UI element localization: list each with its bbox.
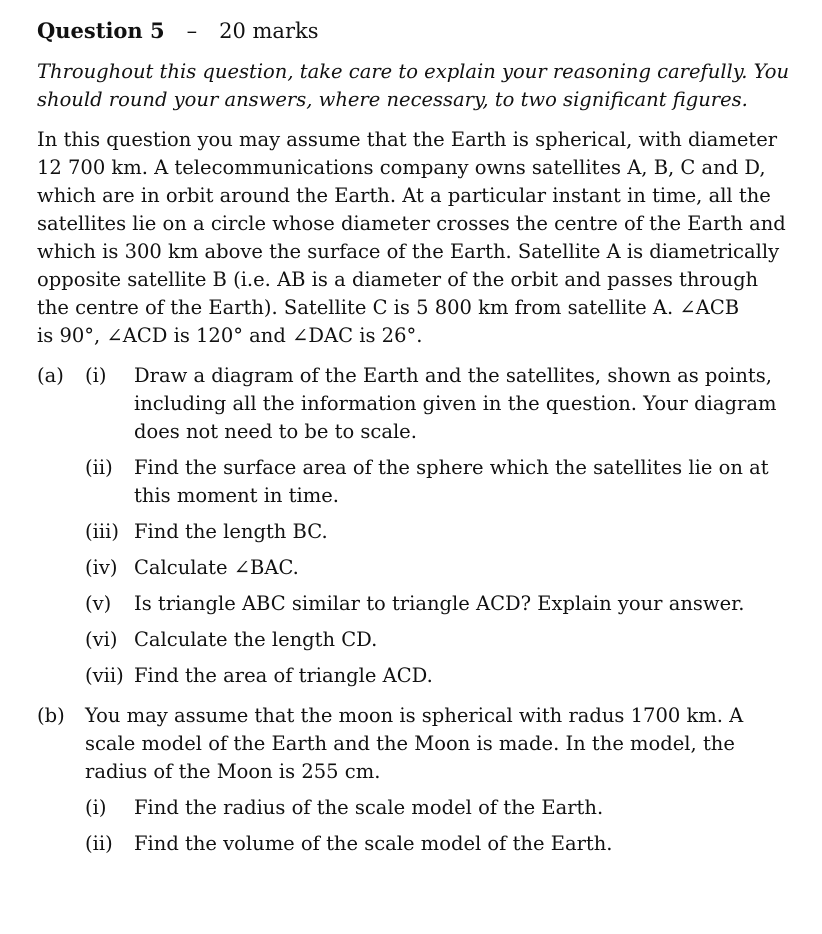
part-a-item [37, 454, 797, 510]
part-a-item [37, 662, 797, 690]
question-marks: 20 marks [219, 19, 319, 43]
part-b-label: (b) [37, 704, 65, 727]
item-label: (ii) [85, 832, 113, 855]
item-label: (ii) [85, 456, 113, 479]
item-label: (i) [85, 364, 107, 387]
item-label: (vii) [85, 664, 124, 687]
part-a-item [37, 518, 797, 546]
header-separator: – [186, 19, 198, 43]
item-text: Draw a diagram of the Earth and the satellites, shown as points, including all the information given in the question. Your diagram does not need to be to scale. [134, 364, 777, 443]
item-label: (iv) [85, 556, 118, 579]
intro-line: 12 700 km. A telecommunications company owns satellites A, B, C and D, [37, 156, 766, 179]
item-text: Is triangle ABC similar to triangle ACD? Explain your answer. [134, 592, 745, 615]
intro-line: opposite satellite B (i.e. AB is a diameter of the orbit and passes through [37, 268, 759, 291]
intro-line: is 90°, ∠ACD is 120° and ∠DAC is 26°. [37, 324, 423, 347]
question-title: Question 5 [37, 18, 165, 43]
item-label: (iii) [85, 520, 119, 543]
item-text: Find the length BC. [134, 520, 328, 543]
part-b [37, 702, 797, 858]
item-text: Calculate ∠BAC. [134, 556, 299, 579]
item-label: (v) [85, 592, 112, 615]
intro-line: satellites lie on a circle whose diameter crosses the centre of the Earth and [37, 212, 786, 235]
part-b-item [37, 830, 797, 858]
item-text: Calculate the length CD. [134, 628, 378, 651]
part-a [37, 362, 797, 690]
item-text: Find the volume of the scale model of the Earth. [134, 832, 613, 855]
intro-paragraph [37, 126, 797, 350]
part-a-item [37, 626, 797, 654]
part-b-item [37, 794, 797, 822]
intro-line: which is 300 km above the surface of the Earth. Satellite A is diametrically [37, 240, 780, 263]
question-page [37, 18, 797, 858]
question-header [37, 18, 797, 48]
intro-line: In this question you may assume that the Earth is spherical, with diameter [37, 128, 778, 151]
item-label: (vi) [85, 628, 118, 651]
part-a-item [37, 554, 797, 582]
intro-line: the centre of the Earth). Satellite C is 5 800 km from satellite A. ∠ACB [37, 296, 740, 319]
item-text: Find the radius of the scale model of the Earth. [134, 796, 604, 819]
part-a-item [37, 590, 797, 618]
part-b-text: You may assume that the moon is spherical with radus 1700 km. A scale model of the Earth and the Moon is made. In the model, the radius of the Moon is 255 cm. [85, 704, 744, 783]
item-text: Find the area of triangle ACD. [134, 664, 433, 687]
part-a-item [37, 362, 797, 446]
intro-line: which are in orbit around the Earth. At a particular instant in time, all the [37, 184, 771, 207]
item-label: (i) [85, 796, 107, 819]
part-a-label: (a) [37, 364, 64, 387]
item-text: Find the surface area of the sphere which the satellites lie on at this moment in time. [134, 456, 769, 507]
instructions-text: Throughout this question, take care to explain your reasoning carefully. You should round your answers, where necessary, to two significant figures. [37, 60, 790, 111]
